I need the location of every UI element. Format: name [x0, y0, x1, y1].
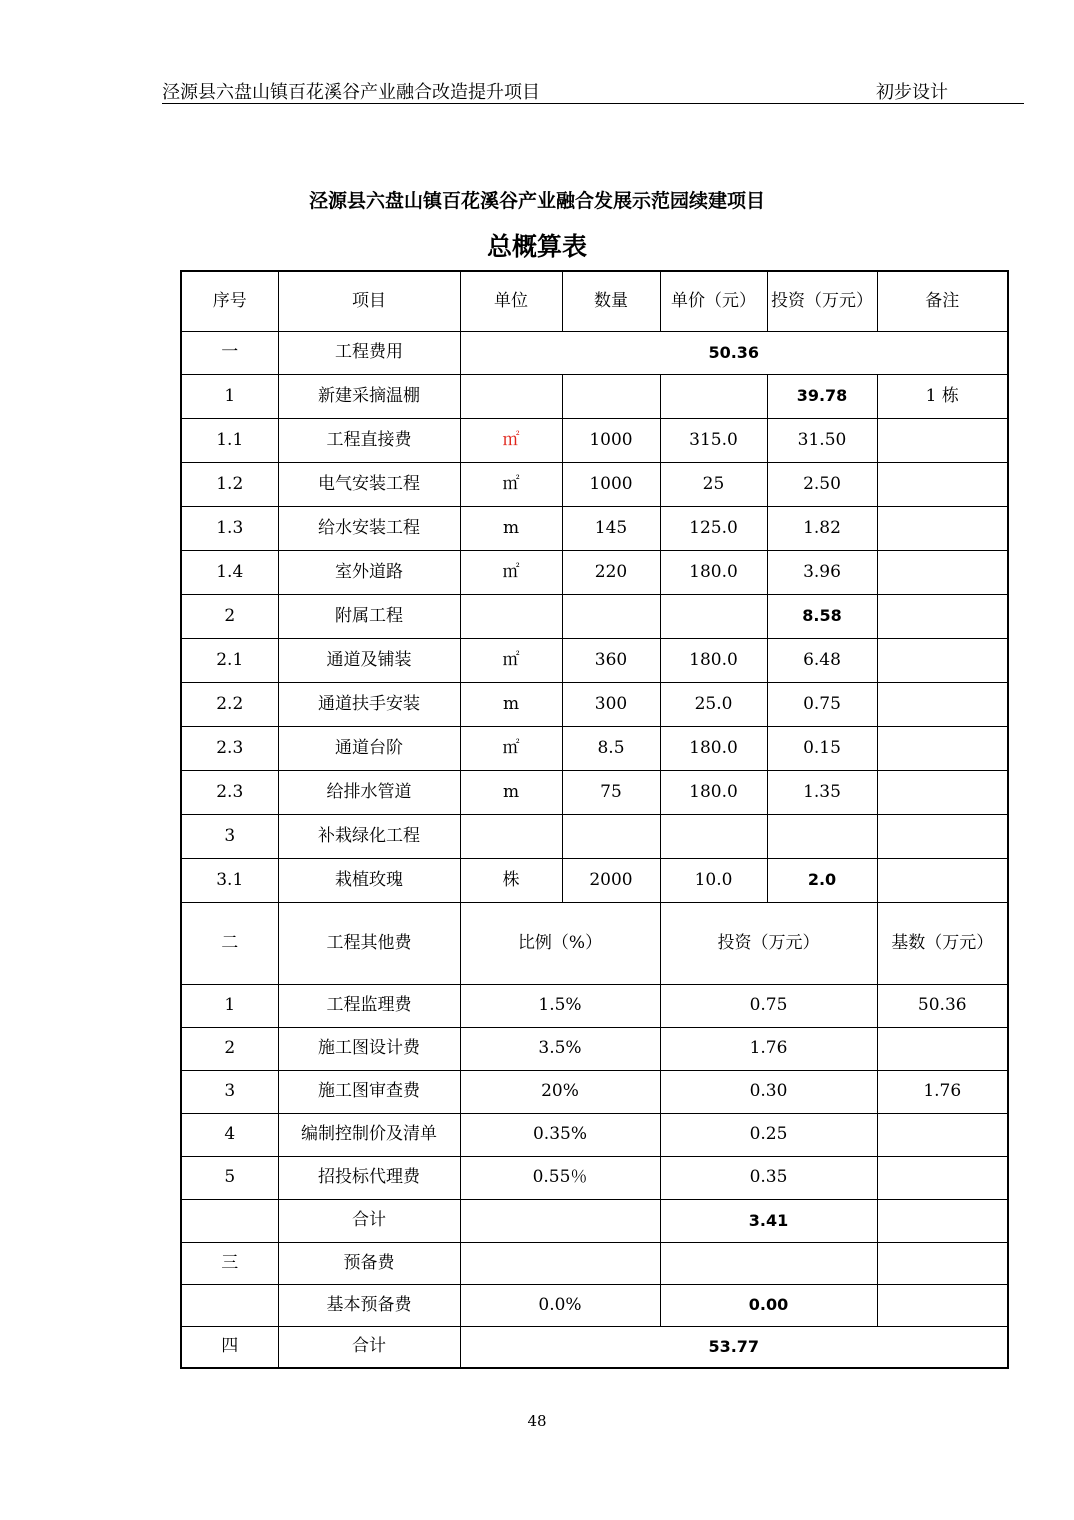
col-header-invest: 投资（万元）	[660, 902, 877, 984]
row-unit: ㎡	[460, 638, 562, 682]
row-name: 编制控制价及清单	[278, 1113, 460, 1156]
document-title: 泾源县六盘山镇百花溪谷产业融合发展示范园续建项目	[308, 190, 765, 212]
row-no: 1.3	[181, 506, 278, 550]
row-invest: 1.76	[660, 1027, 877, 1070]
row-price: 25.0	[660, 682, 767, 726]
row-no: 2.1	[181, 638, 278, 682]
row-qty: 1000	[562, 462, 660, 506]
row-name: 给排水管道	[278, 770, 460, 814]
row-base	[877, 1027, 1008, 1070]
header-project-name: 泾源县六盘山镇百花溪谷产业融合改造提升项目	[162, 82, 540, 103]
row-no: 三	[181, 1242, 278, 1284]
row-note	[877, 594, 1008, 638]
col-header-no: 序号	[181, 271, 278, 331]
row-price: 315.0	[660, 418, 767, 462]
row-invest: 3.96	[767, 550, 877, 594]
row-note	[877, 814, 1008, 858]
col-header-ratio: 比例（%）	[460, 902, 660, 984]
row-unit: 株	[460, 858, 562, 902]
group-row-greening	[181, 814, 1008, 858]
row-invest: 8.58	[767, 594, 877, 638]
row-no: 1.2	[181, 462, 278, 506]
row-invest: 1.35	[767, 770, 877, 814]
col-header-base: 基数（万元）	[877, 902, 1008, 984]
row-name: 室外道路	[278, 550, 460, 594]
row-name: 工程监理费	[278, 984, 460, 1027]
row-note	[877, 418, 1008, 462]
table-row	[181, 506, 1008, 550]
row-unit: m	[460, 506, 562, 550]
row-invest: 39.78	[767, 374, 877, 418]
row-name: 栽植玫瑰	[278, 858, 460, 902]
budget-table	[180, 270, 1009, 1369]
row-base: 50.36	[877, 984, 1008, 1027]
row-unit	[460, 814, 562, 858]
table-row	[181, 1156, 1008, 1199]
row-note	[877, 726, 1008, 770]
row-note	[877, 462, 1008, 506]
group-row-greenhouse	[181, 374, 1008, 418]
section-row-reserve	[181, 1242, 1008, 1284]
document-subtitle: 总概算表	[486, 232, 587, 261]
table-row	[181, 770, 1008, 814]
row-ratio: 20%	[460, 1070, 660, 1113]
row-name: 通道扶手安装	[278, 682, 460, 726]
row-no: 1.1	[181, 418, 278, 462]
row-price	[660, 594, 767, 638]
row-no: 二	[181, 902, 278, 984]
row-no	[181, 1284, 278, 1326]
row-price: 125.0	[660, 506, 767, 550]
row-invest: 0.35	[660, 1156, 877, 1199]
row-note	[877, 858, 1008, 902]
col-header-item: 项目	[278, 271, 460, 331]
row-base: 1.76	[877, 1070, 1008, 1113]
row-no: 2.3	[181, 770, 278, 814]
row-no: 5	[181, 1156, 278, 1199]
subtotal-row-other-costs	[181, 1199, 1008, 1242]
row-total: 53.77	[460, 1326, 1008, 1368]
row-invest: 6.48	[767, 638, 877, 682]
table-row	[181, 462, 1008, 506]
table-row	[181, 1070, 1008, 1113]
row-no	[181, 1199, 278, 1242]
row-invest	[767, 814, 877, 858]
row-note	[877, 506, 1008, 550]
row-no: 2	[181, 1027, 278, 1070]
row-no: 4	[181, 1113, 278, 1156]
table-row-basic-reserve	[181, 1284, 1008, 1326]
row-invest: 0.00	[660, 1284, 877, 1326]
col-header-qty: 数量	[562, 271, 660, 331]
row-ratio: 0.0%	[460, 1284, 660, 1326]
row-invest: 31.50	[767, 418, 877, 462]
row-base	[877, 1242, 1008, 1284]
row-ratio: 3.5%	[460, 1027, 660, 1070]
row-unit: m	[460, 770, 562, 814]
row-qty: 220	[562, 550, 660, 594]
row-no: 2	[181, 594, 278, 638]
row-qty: 1000	[562, 418, 660, 462]
row-base	[877, 1284, 1008, 1326]
row-invest: 0.25	[660, 1113, 877, 1156]
row-name: 工程其他费	[278, 902, 460, 984]
col-header-note: 备注	[877, 271, 1008, 331]
row-unit: ㎡	[460, 550, 562, 594]
page-number: 48	[527, 1412, 547, 1430]
row-ratio: 1.5%	[460, 984, 660, 1027]
row-name: 施工图设计费	[278, 1027, 460, 1070]
row-qty: 300	[562, 682, 660, 726]
row-price	[660, 374, 767, 418]
row-unit: ㎡	[460, 462, 562, 506]
table-row	[181, 550, 1008, 594]
row-name: 施工图审查费	[278, 1070, 460, 1113]
row-note	[877, 770, 1008, 814]
row-unit	[460, 374, 562, 418]
row-no: 2.3	[181, 726, 278, 770]
table-row	[181, 1113, 1008, 1156]
row-no: 3.1	[181, 858, 278, 902]
row-name: 合计	[278, 1199, 460, 1242]
row-unit	[460, 594, 562, 638]
row-price: 180.0	[660, 638, 767, 682]
row-qty: 75	[562, 770, 660, 814]
row-no: 2.2	[181, 682, 278, 726]
row-name: 新建采摘温棚	[278, 374, 460, 418]
grand-total-row	[181, 1326, 1008, 1368]
row-price: 10.0	[660, 858, 767, 902]
row-no: 1	[181, 984, 278, 1027]
row-name: 给水安装工程	[278, 506, 460, 550]
row-invest: 3.41	[660, 1199, 877, 1242]
row-qty	[562, 594, 660, 638]
table-row	[181, 1027, 1008, 1070]
row-qty	[562, 814, 660, 858]
row-ratio: 0.55％	[460, 1156, 660, 1199]
row-name: 电气安装工程	[278, 462, 460, 506]
section-row-other-costs	[181, 902, 1008, 984]
row-invest: 0.15	[767, 726, 877, 770]
row-name: 附属工程	[278, 594, 460, 638]
table-row	[181, 726, 1008, 770]
col-header-invest: 投资（万元）	[767, 271, 877, 331]
group-row-auxiliary	[181, 594, 1008, 638]
row-no: 3	[181, 814, 278, 858]
row-invest: 1.82	[767, 506, 877, 550]
row-price: 180.0	[660, 770, 767, 814]
page-header	[162, 76, 1024, 104]
row-unit: ㎡	[460, 726, 562, 770]
col-header-price: 单价（元）	[660, 271, 767, 331]
row-invest: 0.75	[660, 984, 877, 1027]
row-qty: 360	[562, 638, 660, 682]
col-header-unit: 单位	[460, 271, 562, 331]
row-invest: 0.30	[660, 1070, 877, 1113]
row-name: 预备费	[278, 1242, 460, 1284]
row-name: 基本预备费	[278, 1284, 460, 1326]
row-unit: m	[460, 682, 562, 726]
row-base	[877, 1113, 1008, 1156]
row-name: 合计	[278, 1326, 460, 1368]
row-qty: 2000	[562, 858, 660, 902]
row-note	[877, 638, 1008, 682]
row-total: 50.36	[460, 331, 1008, 374]
row-name: 通道台阶	[278, 726, 460, 770]
row-qty: 8.5	[562, 726, 660, 770]
row-name: 招投标代理费	[278, 1156, 460, 1199]
row-name: 通道及铺装	[278, 638, 460, 682]
row-price	[660, 814, 767, 858]
row-no: 一	[181, 331, 278, 374]
row-name: 补栽绿化工程	[278, 814, 460, 858]
row-base	[877, 1156, 1008, 1199]
row-invest: 2.50	[767, 462, 877, 506]
table-row	[181, 682, 1008, 726]
row-price: 180.0	[660, 550, 767, 594]
row-ratio	[460, 1199, 660, 1242]
row-unit: ㎡	[460, 418, 562, 462]
row-name: 工程直接费	[278, 418, 460, 462]
row-ratio	[460, 1242, 660, 1284]
row-qty: 145	[562, 506, 660, 550]
row-invest: 0.75	[767, 682, 877, 726]
row-invest	[660, 1242, 877, 1284]
row-no: 四	[181, 1326, 278, 1368]
row-no: 1	[181, 374, 278, 418]
row-price: 25	[660, 462, 767, 506]
table-row	[181, 418, 1008, 462]
section-row-engineering	[181, 331, 1008, 374]
row-price: 180.0	[660, 726, 767, 770]
row-invest: 2.0	[767, 858, 877, 902]
header-stage: 初步设计	[876, 82, 948, 103]
table-row	[181, 858, 1008, 902]
row-no: 3	[181, 1070, 278, 1113]
row-no: 1.4	[181, 550, 278, 594]
row-ratio: 0.35%	[460, 1113, 660, 1156]
row-note	[877, 682, 1008, 726]
table-header-row	[181, 271, 1008, 331]
table-row	[181, 984, 1008, 1027]
row-note	[877, 550, 1008, 594]
row-name: 工程费用	[278, 331, 460, 374]
row-qty	[562, 374, 660, 418]
row-base	[877, 1199, 1008, 1242]
row-note: 1 栋	[877, 374, 1008, 418]
table-row	[181, 638, 1008, 682]
